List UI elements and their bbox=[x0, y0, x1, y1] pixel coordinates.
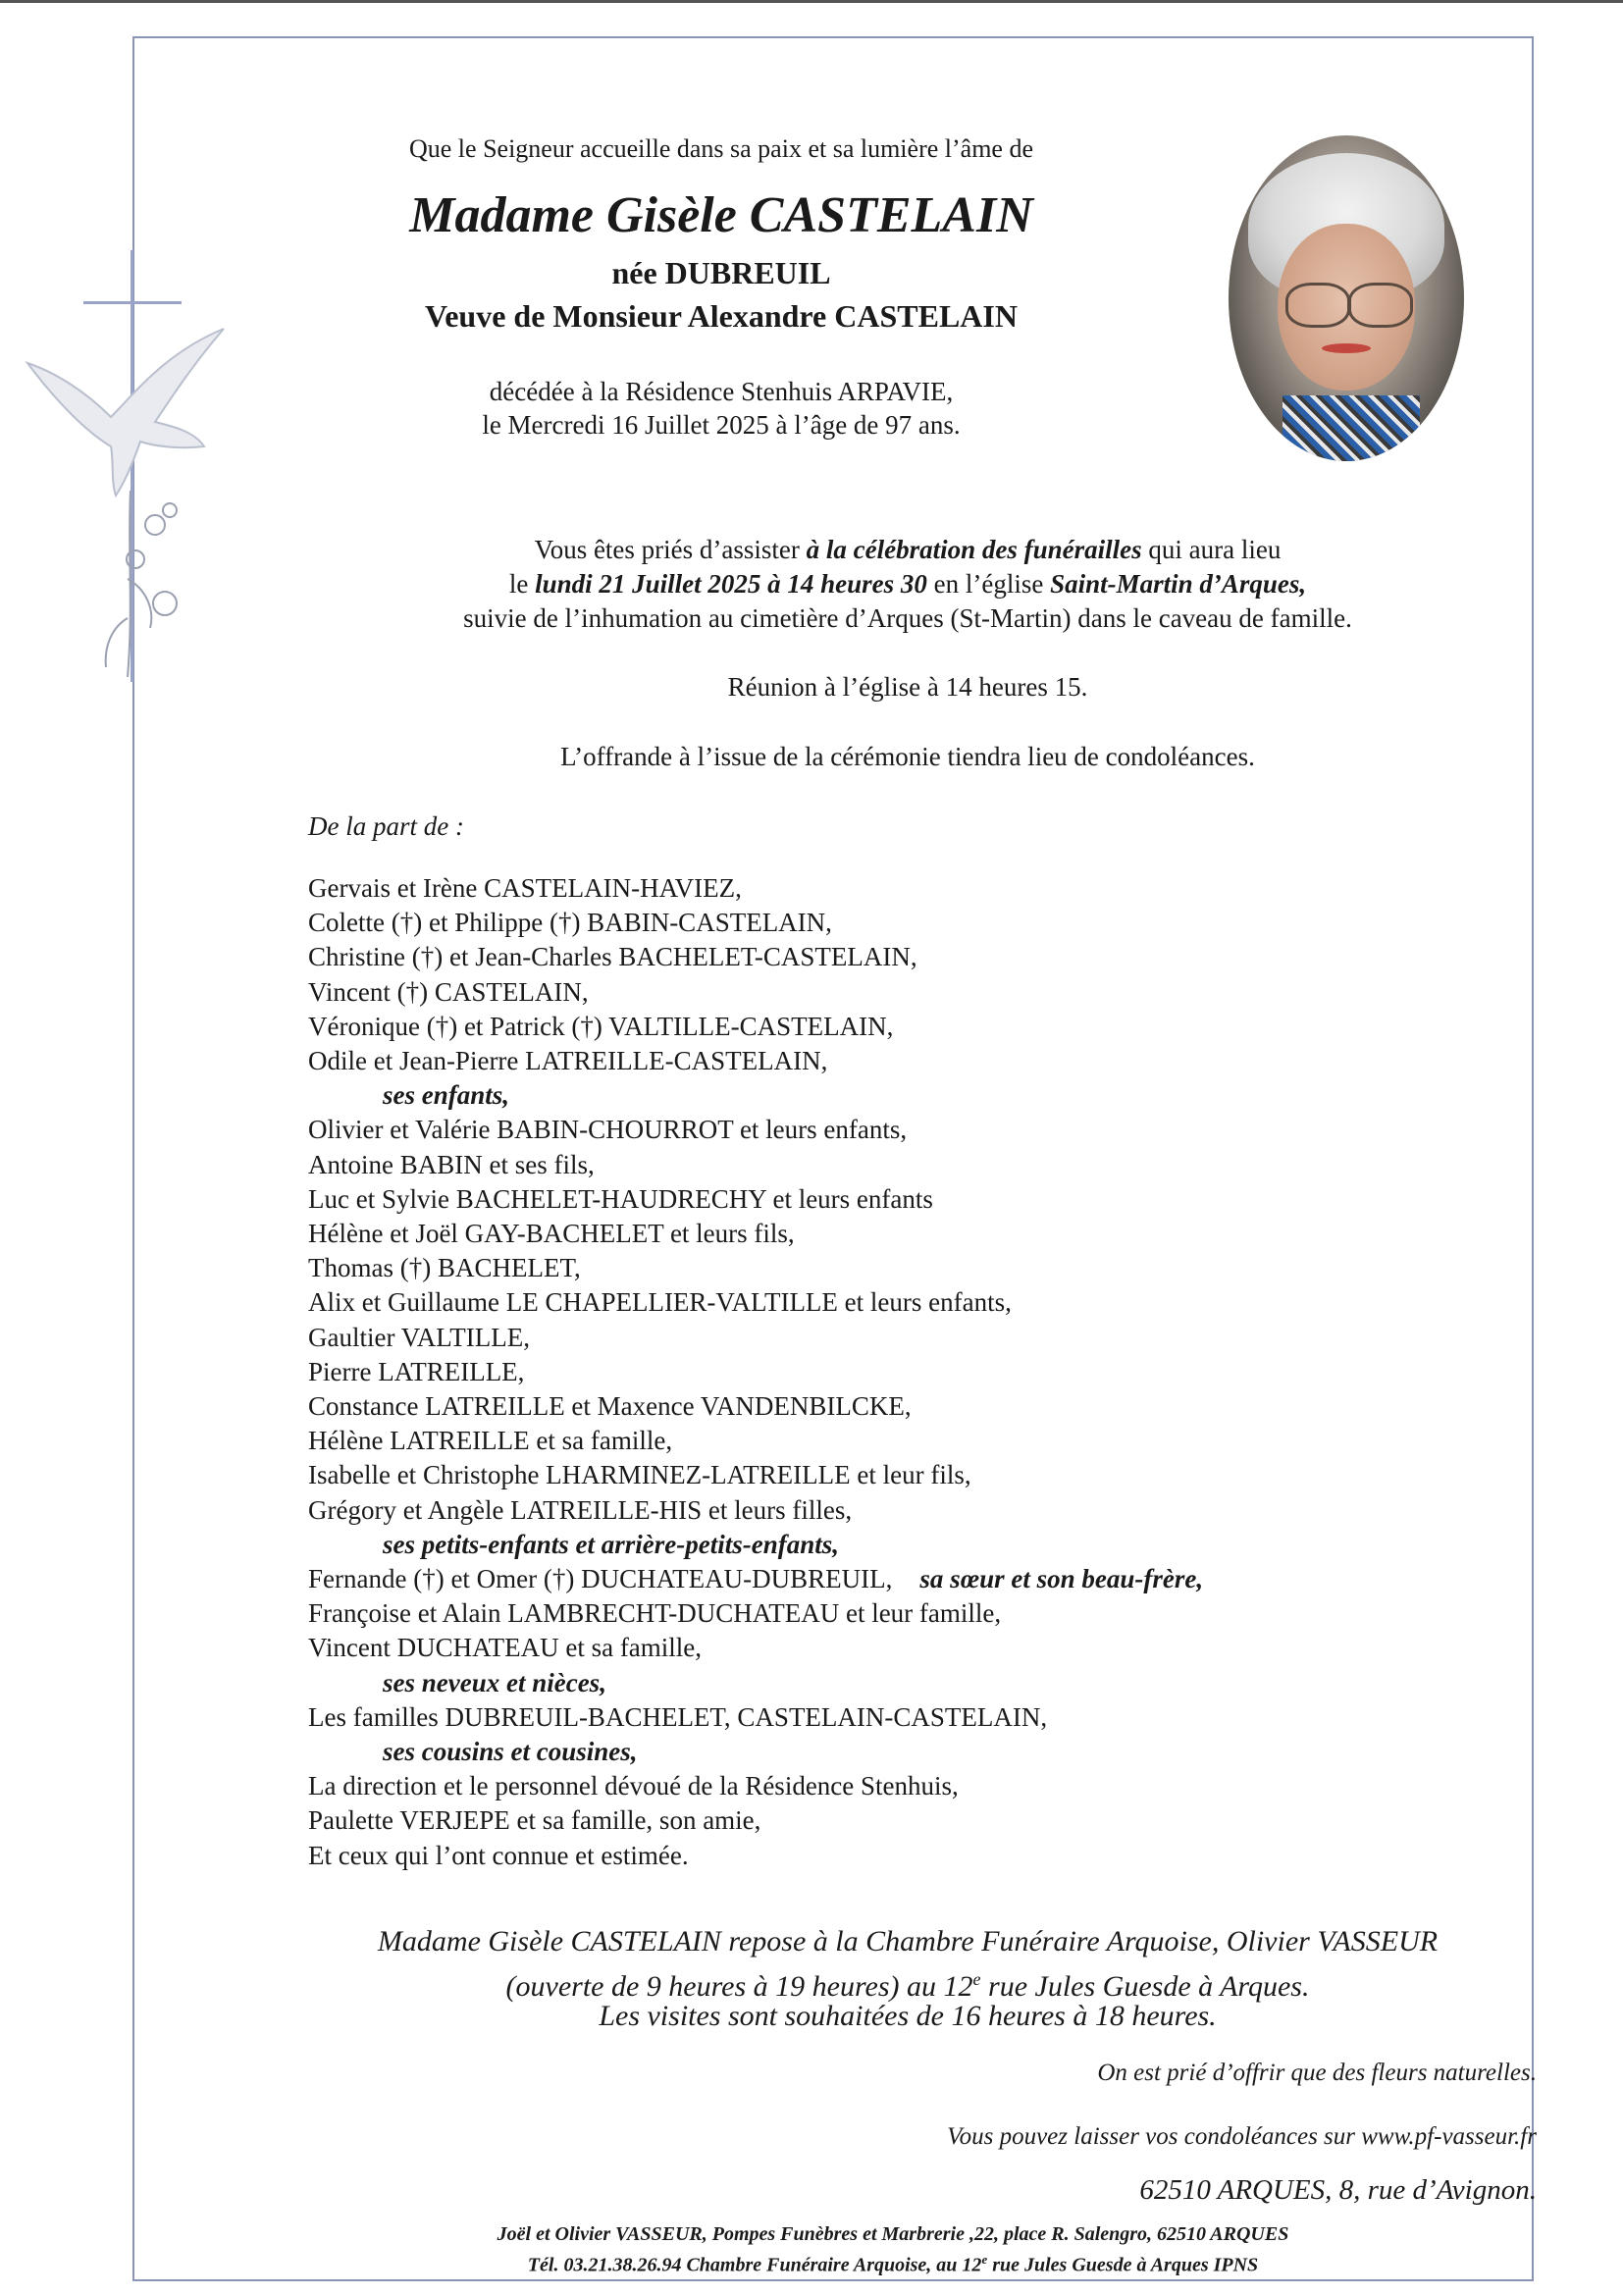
relationship-label: ses neveux et nièces, bbox=[383, 1667, 606, 1697]
family-member-line: Fernande (†) et Omer (†) DUCHATEAU-DUBREUIL, sa sœur et son beau-frère, bbox=[308, 1564, 1204, 1593]
family-member-line: Isabelle et Christophe LHARMINEZ-LATREILLE et leur fils, bbox=[308, 1460, 971, 1490]
top-edge-line bbox=[0, 0, 1623, 3]
nee-line: née DUBREUIL bbox=[611, 255, 831, 290]
family-member-line: Constance LATREILLE et Maxence VANDENBILCKE, bbox=[308, 1391, 912, 1421]
intro-text: Que le Seigneur accueille dans sa paix et sa lumière l’âme de bbox=[408, 134, 1033, 163]
footer-line-2: Tél. 03.21.38.26.94 Chambre Funéraire Arquoise, au 12e rue Jules Guesde à Arques IPNS bbox=[527, 2252, 1259, 2276]
deceased-name: Madame Gisèle CASTELAIN bbox=[409, 187, 1033, 243]
de-la-part-label: De la part de : bbox=[308, 811, 464, 841]
family-member-line: Colette (†) et Philippe (†) BABIN-CASTELAIN, bbox=[308, 908, 832, 938]
relationship-label: sa sœur et son beau-frère, bbox=[919, 1564, 1204, 1593]
deces-line-1: décédée à la Résidence Stenhuis ARPAVIE, bbox=[489, 377, 954, 406]
family-member-line: Thomas (†) BACHELET, bbox=[308, 1253, 581, 1283]
ceremony-line-1: Vous êtes priés d’assister à la célébration des funérailles qui aura lieu bbox=[534, 535, 1282, 564]
reunion-line: Réunion à l’église à 14 heures 15. bbox=[727, 672, 1088, 702]
family-member-line: Paulette VERJEPE et sa famille, son amie, bbox=[308, 1805, 761, 1836]
family-member-line: Luc et Sylvie BACHELET-HAUDRECHY et leurs enfants bbox=[308, 1183, 933, 1214]
family-member-line: Hélène et Joël GAY-BACHELET et leurs fils, bbox=[308, 1219, 795, 1248]
family-member-line: Véronique (†) et Patrick (†) VALTILLE-CASTELAIN, bbox=[308, 1011, 894, 1041]
ceremony-line-2: le lundi 21 Juillet 2025 à 14 heures 30 en l’église Saint-Martin d’Arques, bbox=[508, 569, 1307, 599]
family-member-line: Hélène LATREILLE et sa famille, bbox=[308, 1426, 673, 1456]
family-member-line: La direction et le personnel dévoué de la Résidence Stenhuis, bbox=[308, 1771, 959, 1801]
veuve-line: Veuve de Monsieur Alexandre CASTELAIN bbox=[425, 298, 1018, 334]
dove-flower-icon bbox=[18, 324, 243, 697]
family-member-line: Olivier et Valérie BABIN-CHOURROT et leurs enfants, bbox=[308, 1115, 908, 1145]
condoleances-line: Vous pouvez laisser vos condoléances sur www.pf-vasseur.fr bbox=[947, 2123, 1537, 2150]
family-member-line: Odile et Jean-Pierre LATREILLE-CASTELAIN, bbox=[308, 1046, 828, 1075]
family-member-line: Antoine BABIN et ses fils, bbox=[308, 1149, 595, 1179]
ceremony-line-3: suivie de l’inhumation au cimetière d’Arques (St-Martin) dans le caveau de famille. bbox=[463, 603, 1352, 633]
family-member-line: Les familles DUBREUIL-BACHELET, CASTELAIN-CASTELAIN, bbox=[308, 1701, 1048, 1732]
repose-line-2: (ouverte de 9 heures à 19 heures) au 12e rue Jules Guesde à Arques. bbox=[505, 1969, 1310, 2003]
deces-line-2: le Mercredi 16 Juillet 2025 à l’âge de 97 ans. bbox=[482, 410, 961, 440]
relationship-label: ses petits-enfants et arrière-petits-enfants, bbox=[383, 1529, 839, 1559]
repose-line-1: Madame Gisèle CASTELAIN repose à la Chambre Funéraire Arquoise, Olivier VASSEUR bbox=[377, 1925, 1439, 1957]
offrande-line: L’offrande à l’issue de la cérémonie tiendra lieu de condoléances. bbox=[560, 742, 1255, 771]
footer-line-1: Joël et Olivier VASSEUR, Pompes Funèbres et Marbrerie ,22, place R. Salengro, 62510 ARQUES bbox=[497, 2223, 1289, 2245]
family-member-line: Et ceux qui l’ont connue et estimée. bbox=[308, 1840, 689, 1870]
family-member-line: Vincent (†) CASTELAIN, bbox=[308, 976, 589, 1007]
family-member-line: Pierre LATREILLE, bbox=[308, 1356, 525, 1386]
cross-bar bbox=[83, 301, 182, 304]
family-member-line: Gervais et Irène CASTELAIN-HAVIEZ, bbox=[308, 873, 742, 903]
fleurs-line: On est prié d’offrir que des fleurs naturelles. bbox=[1097, 2060, 1537, 2086]
family-member-line: Alix et Guillaume LE CHAPELLIER-VALTILLE et leurs enfants, bbox=[308, 1287, 1012, 1318]
address-line: 62510 ARQUES, 8, rue d’Avignon. bbox=[1139, 2174, 1537, 2206]
family-member-line: Vincent DUCHATEAU et sa famille, bbox=[308, 1633, 703, 1663]
portrait-photo bbox=[1229, 135, 1464, 461]
family-member-line: Gaultier VALTILLE, bbox=[308, 1322, 530, 1352]
family-member-line: Françoise et Alain LAMBRECHT-DUCHATEAU et leur famille, bbox=[308, 1598, 1002, 1629]
repose-line-3: Les visites sont souhaitées de 16 heures à 18 heures. bbox=[599, 2000, 1217, 2032]
relationship-label: ses cousins et cousines, bbox=[383, 1737, 638, 1766]
relationship-label: ses enfants, bbox=[383, 1080, 510, 1111]
family-member-line: Christine (†) et Jean-Charles BACHELET-CASTELAIN, bbox=[308, 942, 917, 972]
family-member-line: Grégory et Angèle LATREILLE-HIS et leurs filles, bbox=[308, 1494, 853, 1525]
